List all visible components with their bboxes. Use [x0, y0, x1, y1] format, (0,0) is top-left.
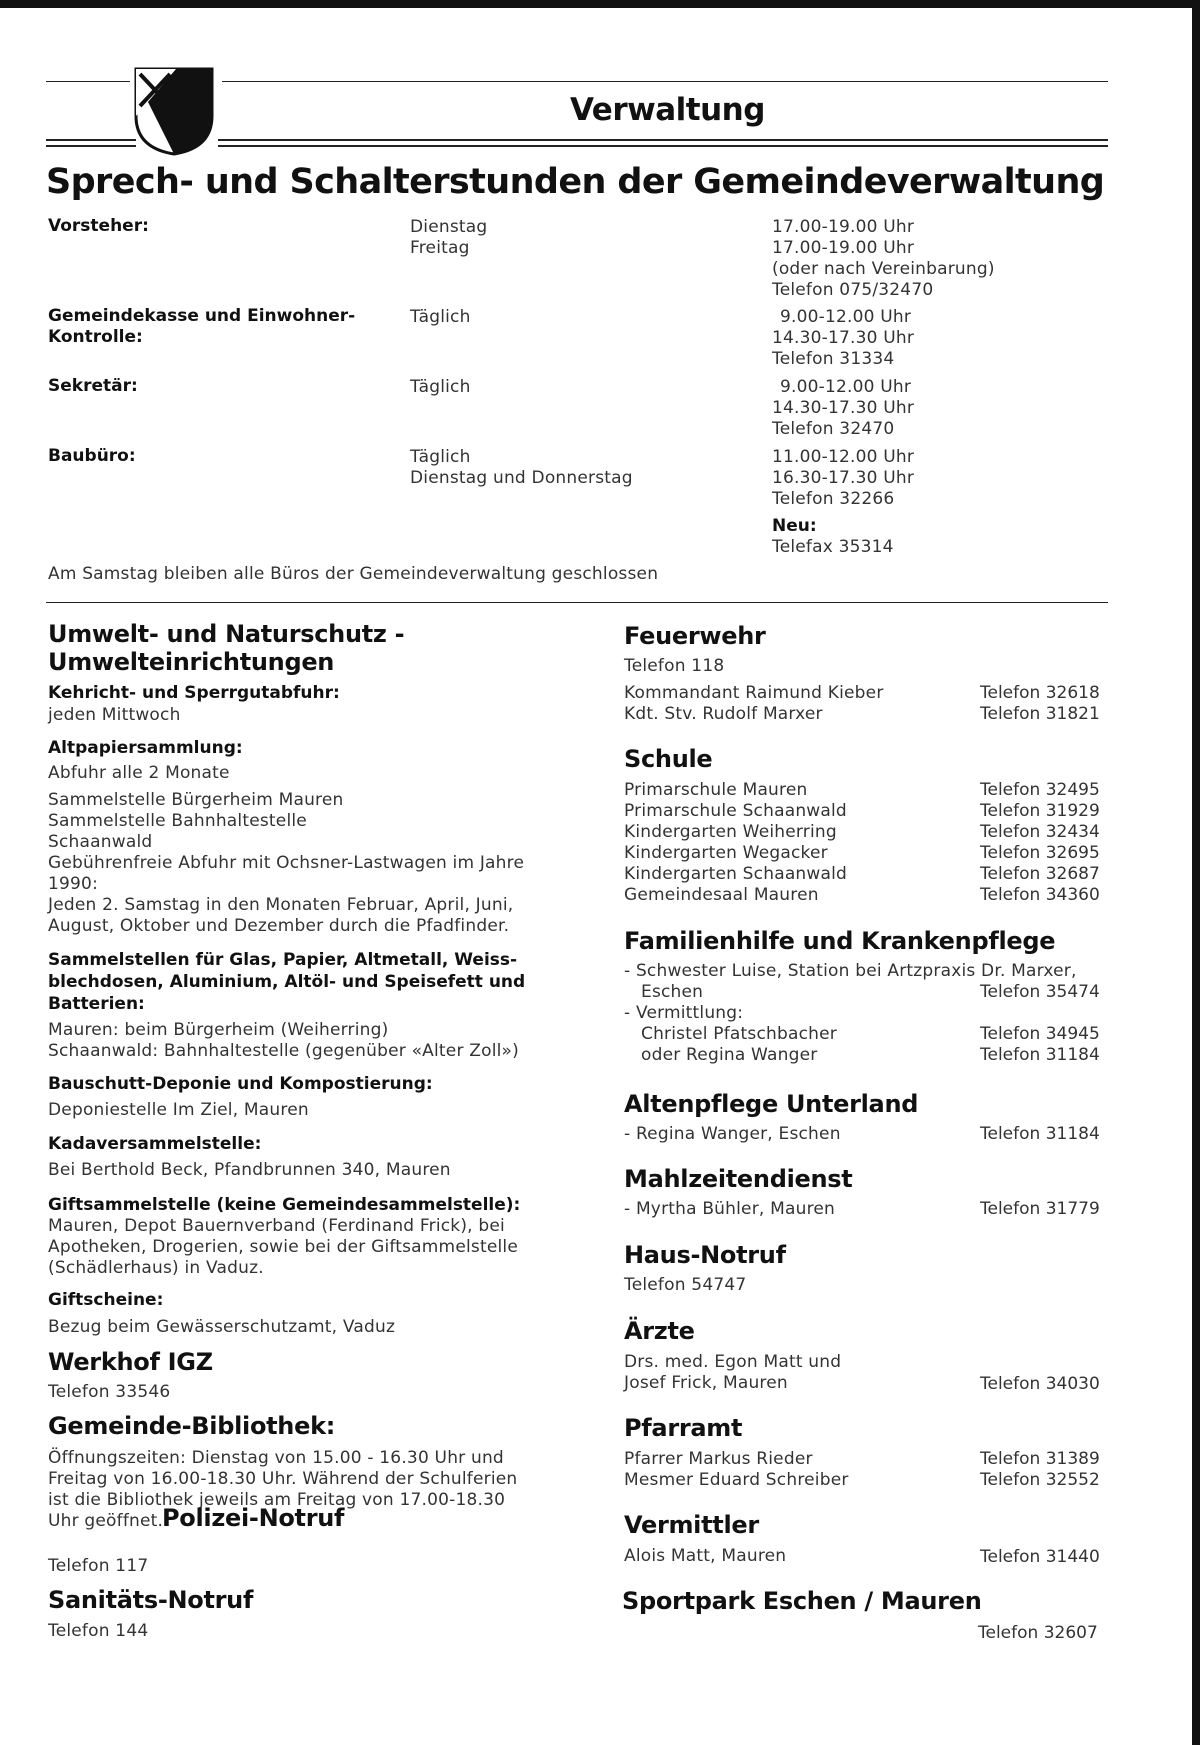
- aerzte-phone: Telefon 34030: [980, 1374, 1100, 1394]
- baubuero-day-2: Dienstag und Donnerstag: [410, 468, 633, 488]
- altpapier-line-3: Sammelstelle Bahnhaltestelle: [48, 811, 307, 831]
- kasse-phone: Telefon 31334: [772, 349, 895, 369]
- sammel-label-2: blechdosen, Aluminium, Altöl- und Speisefett und: [48, 972, 526, 992]
- kasse-time-2: 14.30-17.30 Uhr: [772, 328, 915, 348]
- kasse-label-2: Kontrolle:: [48, 327, 143, 347]
- vorsteher-time-1: 17.00-19.00 Uhr: [772, 217, 915, 237]
- gift-line-1: Mauren, Depot Bauernverband (Ferdinand Frick), bei: [48, 1216, 505, 1236]
- baubuero-time-2: 16.30-17.30 Uhr: [772, 468, 915, 488]
- hausnotruf-title: Haus-Notruf: [624, 1241, 786, 1269]
- baubuero-day-1: Täglich: [410, 447, 471, 467]
- altpapier-line-7: Jeden 2. Samstag in den Monaten Februar, April, Juni,: [48, 895, 514, 915]
- schule-row-1-name: Primarschule Mauren: [624, 780, 808, 800]
- feuerwehr-row-2-tel: Telefon 31821: [980, 704, 1100, 724]
- bibliothek-line-2: Freitag von 16.00-18.30 Uhr. Während der Schulferien: [48, 1469, 518, 1489]
- header-rule-left-top: [46, 81, 130, 82]
- sammel-label-1: Sammelstellen für Glas, Papier, Altmetall, Weiss-: [48, 950, 518, 970]
- giftscheine-text: Bezug beim Gewässerschutzamt, Vaduz: [48, 1317, 396, 1337]
- section-title: Verwaltung: [570, 92, 765, 128]
- polizei-phone: Telefon 117: [48, 1556, 149, 1576]
- baubuero-label: Baubüro:: [48, 446, 136, 466]
- gift-line-3: (Schädlerhaus) in Vaduz.: [48, 1258, 264, 1278]
- schule-row-3-tel: Telefon 32434: [980, 822, 1100, 842]
- sanitaet-phone: Telefon 144: [48, 1621, 149, 1641]
- werkhof-title: Werkhof IGZ: [48, 1348, 213, 1376]
- sanitaet-title: Sanitäts-Notruf: [48, 1586, 254, 1614]
- kadaver-text: Bei Berthold Beck, Pfandbrunnen 340, Mauren: [48, 1160, 451, 1180]
- aerzte-line-1: Drs. med. Egon Matt und: [624, 1352, 842, 1372]
- header-rule-left-a: [46, 139, 136, 141]
- bauschutt-text: Deponiestelle Im Ziel, Mauren: [48, 1100, 309, 1120]
- mahlzeit-phone: Telefon 31779: [980, 1199, 1100, 1219]
- bibliothek-line-3: ist die Bibliothek jeweils am Freitag von 17.00-18.30: [48, 1490, 506, 1510]
- schule-row-4-tel: Telefon 32695: [980, 843, 1100, 863]
- right-border: [1192, 0, 1200, 1745]
- pfarramt-row-2-tel: Telefon 32552: [980, 1470, 1100, 1490]
- pfarramt-row-2-name: Mesmer Eduard Schreiber: [624, 1470, 849, 1490]
- vorsteher-label: Vorsteher:: [48, 216, 149, 236]
- schule-row-1-tel: Telefon 32495: [980, 780, 1100, 800]
- coat-of-arms-icon: [132, 66, 216, 156]
- schule-row-2-name: Primarschule Schaanwald: [624, 801, 847, 821]
- vermittler-phone: Telefon 31440: [980, 1547, 1100, 1567]
- pfarramt-row-1-tel: Telefon 31389: [980, 1449, 1100, 1469]
- giftscheine-label: Giftscheine:: [48, 1290, 164, 1310]
- feuerwehr-row-1-tel: Telefon 32618: [980, 683, 1100, 703]
- hausnotruf-phone: Telefon 54747: [624, 1275, 747, 1295]
- header-rule-right-b: [218, 145, 1108, 147]
- mahlzeit-name: - Myrtha Bühler, Mauren: [624, 1199, 836, 1219]
- altpapier-line-6: 1990:: [48, 874, 98, 894]
- section-divider: [46, 602, 1108, 603]
- gift-label: Giftsammelstelle (keine Gemeindesammelstelle):: [48, 1195, 521, 1215]
- schule-title: Schule: [624, 745, 713, 773]
- kadaver-label: Kadaversammelstelle:: [48, 1134, 262, 1154]
- umwelt-title-2: Umwelteinrichtungen: [48, 648, 335, 676]
- saturday-note: Am Samstag bleiben alle Büros der Gemeindeverwaltung geschlossen: [48, 564, 659, 584]
- familie-line-1: - Schwester Luise, Station bei Artzpraxis Dr. Marxer,: [624, 961, 1077, 981]
- sekretaer-label: Sekretär:: [48, 376, 138, 396]
- pfarramt-row-1-name: Pfarrer Markus Rieder: [624, 1449, 813, 1469]
- vorsteher-day-1: Dienstag: [410, 217, 488, 237]
- baubuero-phone: Telefon 32266: [772, 489, 895, 509]
- familie-line-4: Christel Pfatschbacher: [641, 1024, 837, 1044]
- gift-line-2: Apotheken, Drogerien, sowie bei der Giftsammelstelle: [48, 1237, 518, 1257]
- sekretaer-time-2: 14.30-17.30 Uhr: [772, 398, 915, 418]
- sammel-label-3: Batterien:: [48, 994, 145, 1014]
- altpapier-label: Altpapiersammlung:: [48, 738, 243, 758]
- bibliothek-line-4: Uhr geöffnet.: [48, 1511, 164, 1531]
- familie-line-5: oder Regina Wanger: [641, 1045, 818, 1065]
- schule-row-5-name: Kindergarten Schaanwald: [624, 864, 848, 884]
- aerzte-line-2: Josef Frick, Mauren: [624, 1373, 788, 1393]
- werkhof-phone: Telefon 33546: [48, 1382, 171, 1402]
- kasse-time-1: 9.00-12.00 Uhr: [780, 307, 912, 327]
- vorsteher-time-2: 17.00-19.00 Uhr: [772, 238, 915, 258]
- header-rule-right-a: [218, 139, 1108, 141]
- familie-title: Familienhilfe und Krankenpflege: [624, 927, 1056, 955]
- altpapier-line-8: August, Oktober und Dezember durch die Pfadfinder.: [48, 916, 510, 936]
- sportpark-phone: Telefon 32607: [978, 1623, 1098, 1643]
- schule-row-2-tel: Telefon 31929: [980, 801, 1100, 821]
- bauschutt-label: Bauschutt-Deponie und Kompostierung:: [48, 1074, 433, 1094]
- schule-row-3-name: Kindergarten Weiherring: [624, 822, 837, 842]
- mahlzeit-title: Mahlzeitendienst: [624, 1165, 853, 1193]
- feuerwehr-title: Feuerwehr: [624, 622, 766, 650]
- sammel-line-2: Schaanwald: Bahnhaltestelle (gegenüber «Alter Zoll»): [48, 1041, 519, 1061]
- kehricht-label: Kehricht- und Sperrgutabfuhr:: [48, 683, 340, 703]
- altenpflege-name: - Regina Wanger, Eschen: [624, 1124, 841, 1144]
- vermittler-name: Alois Matt, Mauren: [624, 1546, 787, 1566]
- top-border: [0, 0, 1200, 8]
- polizei-title: Polizei-Notruf: [162, 1504, 345, 1532]
- header-rule-right-top: [222, 81, 1108, 82]
- page-title: Sprech- und Schalterstunden der Gemeindeverwaltung: [46, 162, 1105, 202]
- schule-row-6-tel: Telefon 34360: [980, 885, 1100, 905]
- baubuero-time-1: 11.00-12.00 Uhr: [772, 447, 915, 467]
- vorsteher-day-2: Freitag: [410, 238, 470, 258]
- altenpflege-phone: Telefon 31184: [980, 1124, 1100, 1144]
- bibliothek-line-1: Öffnungszeiten: Dienstag von 15.00 - 16.30 Uhr und: [48, 1448, 504, 1468]
- feuerwehr-row-2-name: Kdt. Stv. Rudolf Marxer: [624, 704, 823, 724]
- kasse-label-1: Gemeindekasse und Einwohner-: [48, 306, 356, 326]
- sekretaer-day: Täglich: [410, 377, 471, 397]
- sekretaer-phone: Telefon 32470: [772, 419, 895, 439]
- altpapier-line-5: Gebührenfreie Abfuhr mit Ochsner-Lastwagen im Jahre: [48, 853, 525, 873]
- schule-row-6-name: Gemeindesaal Mauren: [624, 885, 819, 905]
- aerzte-title: Ärzte: [624, 1317, 695, 1345]
- kehricht-text: jeden Mittwoch: [48, 705, 181, 725]
- altenpflege-title: Altenpflege Unterland: [624, 1090, 919, 1118]
- schule-row-4-name: Kindergarten Wegacker: [624, 843, 828, 863]
- feuerwehr-phone: Telefon 118: [624, 656, 725, 676]
- familie-phone-1: Telefon 35474: [980, 982, 1100, 1002]
- sammel-line-1: Mauren: beim Bürgerheim (Weiherring): [48, 1020, 389, 1040]
- vermittler-title: Vermittler: [624, 1511, 759, 1539]
- vorsteher-phone: Telefon 075/32470: [772, 280, 934, 300]
- altpapier-line-4: Schaanwald: [48, 832, 153, 852]
- familie-phone-3: Telefon 31184: [980, 1045, 1100, 1065]
- familie-line-2: Eschen: [641, 982, 704, 1002]
- familie-line-3: - Vermittlung:: [624, 1003, 744, 1023]
- sekretaer-time-1: 9.00-12.00 Uhr: [780, 377, 912, 397]
- kasse-day: Täglich: [410, 307, 471, 327]
- sportpark-title: Sportpark Eschen / Mauren: [622, 1587, 982, 1615]
- altpapier-line-1: Abfuhr alle 2 Monate: [48, 763, 230, 783]
- header-rule-left-b: [46, 145, 136, 147]
- umwelt-title-1: Umwelt- und Naturschutz -: [48, 620, 405, 648]
- baubuero-fax: Telefax 35314: [772, 537, 894, 557]
- bibliothek-title: Gemeinde-Bibliothek:: [48, 1412, 336, 1440]
- baubuero-neu-label: Neu:: [772, 516, 817, 536]
- schule-row-5-tel: Telefon 32687: [980, 864, 1100, 884]
- familie-phone-2: Telefon 34945: [980, 1024, 1100, 1044]
- altpapier-line-2: Sammelstelle Bürgerheim Mauren: [48, 790, 344, 810]
- vorsteher-time-3: (oder nach Vereinbarung): [772, 259, 995, 279]
- pfarramt-title: Pfarramt: [624, 1414, 743, 1442]
- feuerwehr-row-1-name: Kommandant Raimund Kieber: [624, 683, 884, 703]
